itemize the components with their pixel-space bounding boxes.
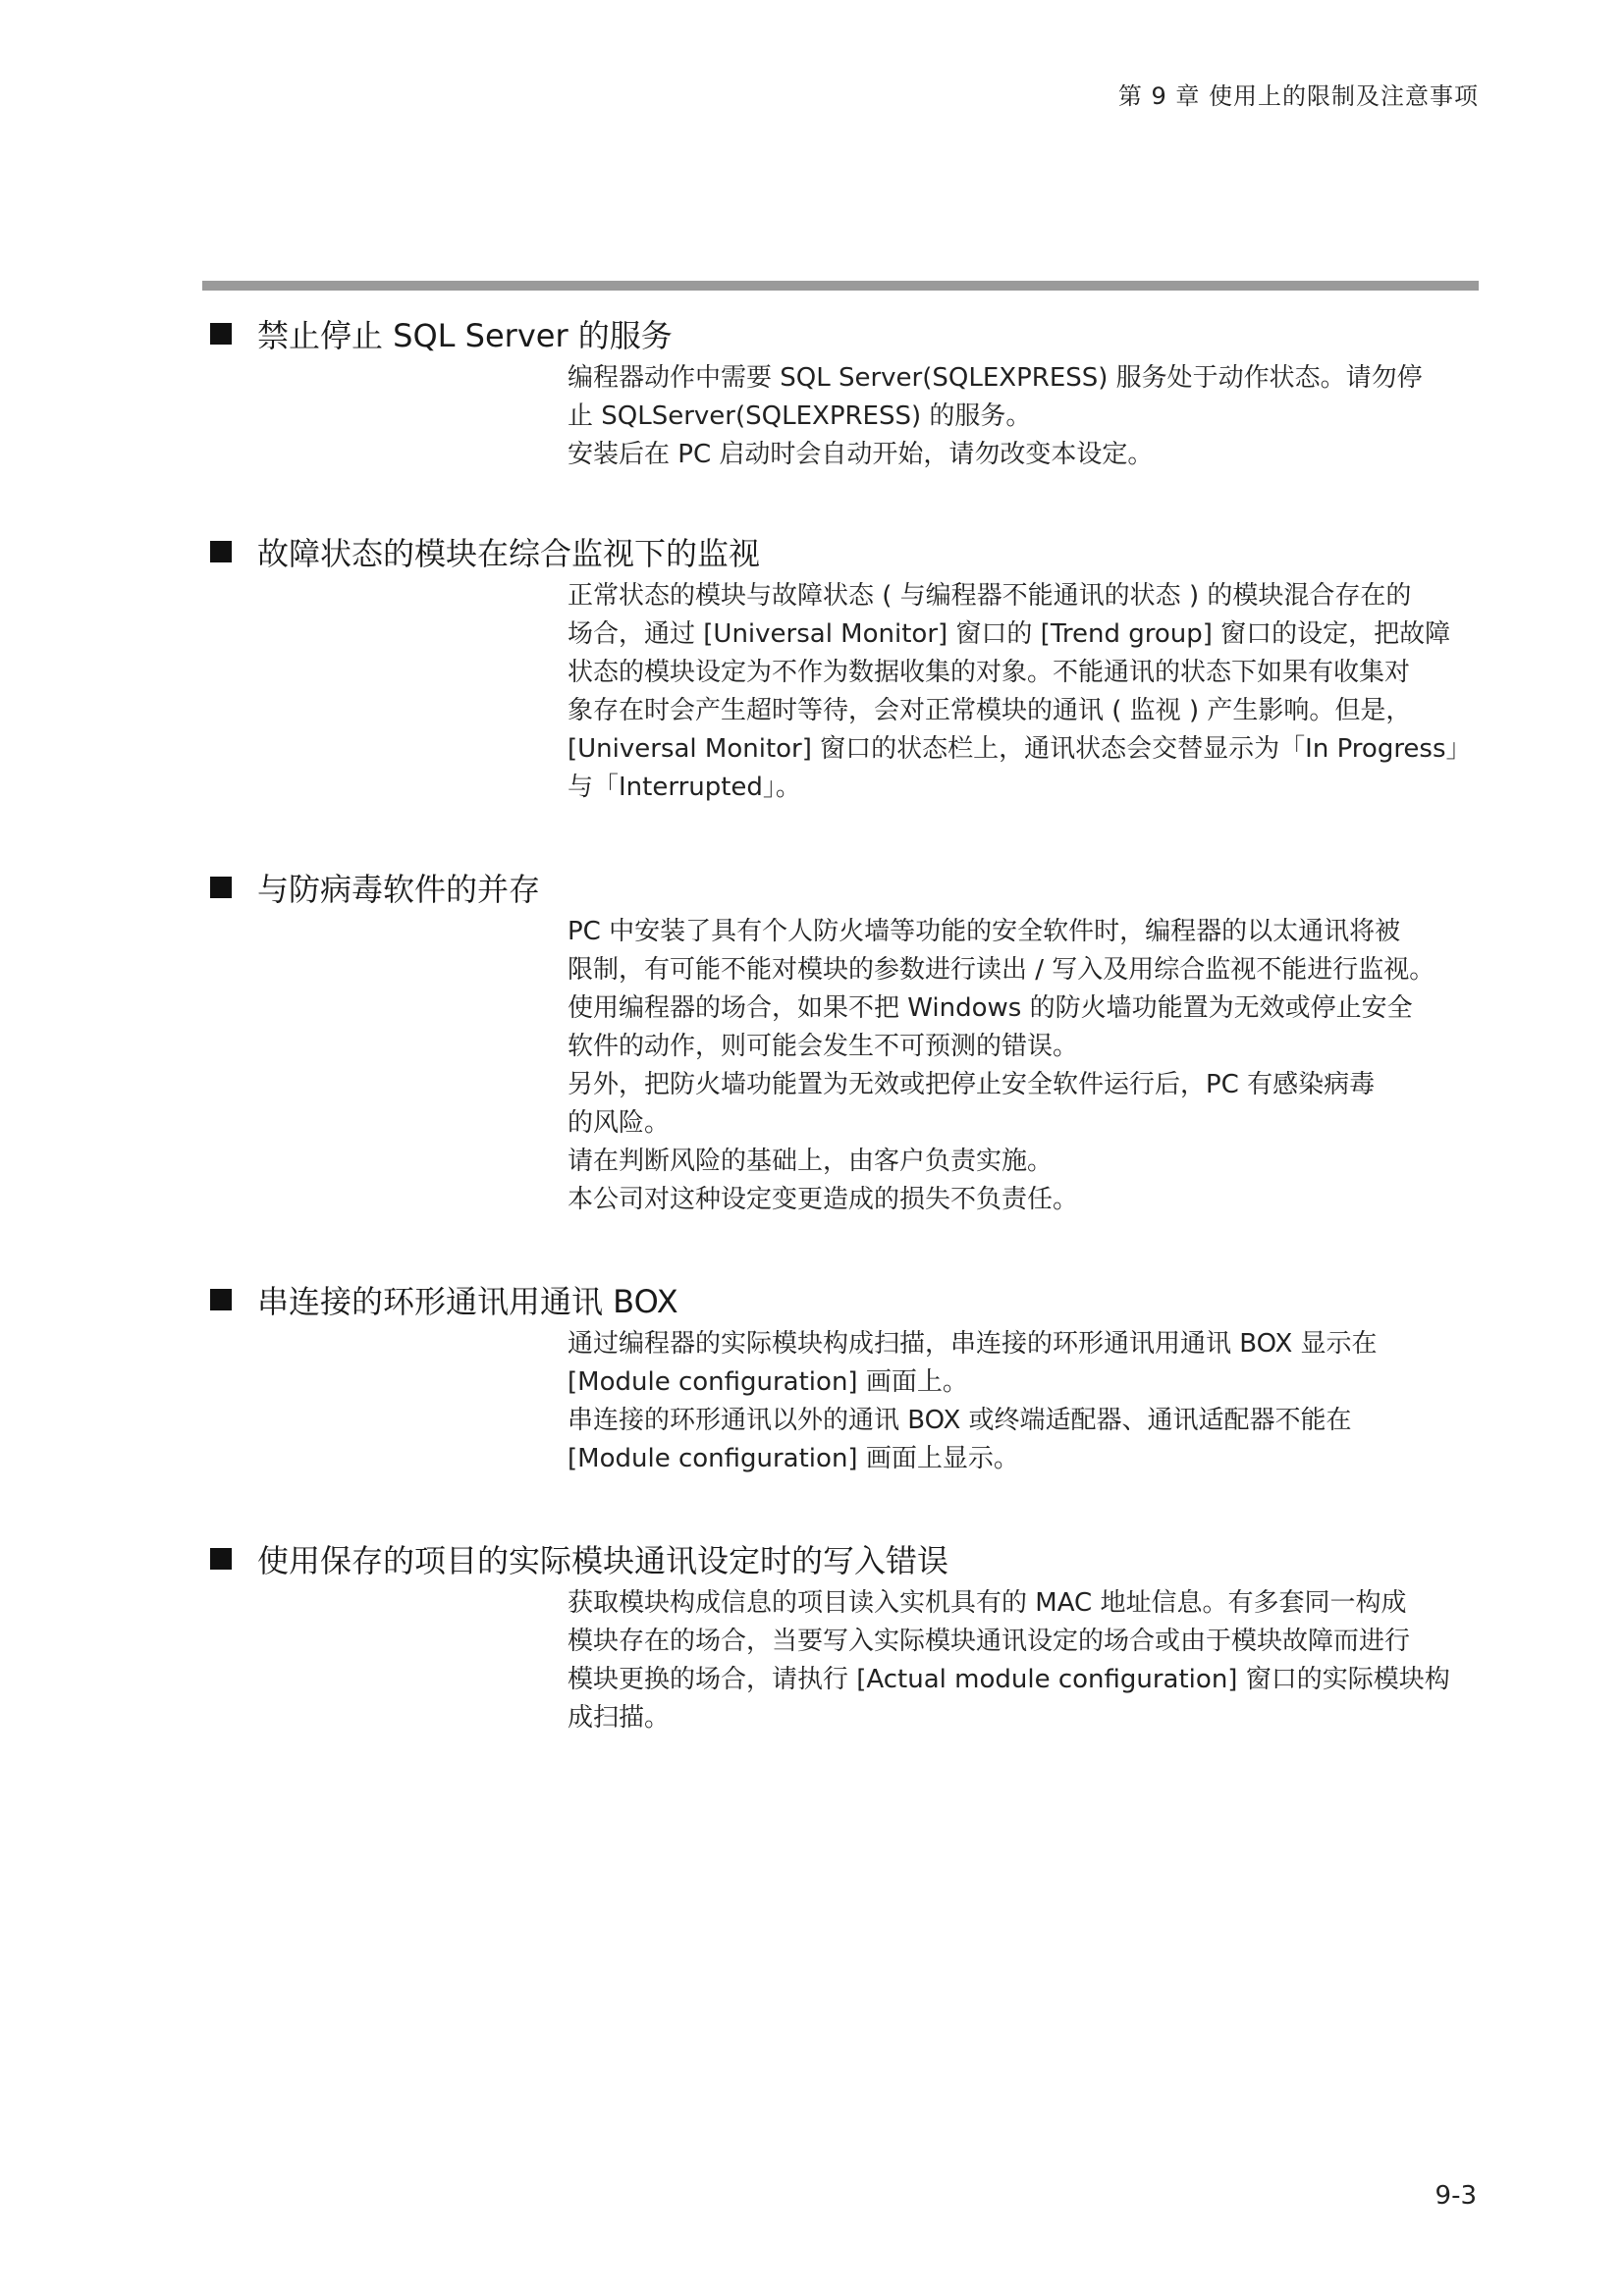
body-line: 串连接的环形通讯以外的通讯 BOX 或终端适配器、通讯适配器不能在 (568, 1406, 1352, 1435)
section-body (568, 577, 1481, 807)
section-title-text: 禁止停止 SQL Server 的服务 (257, 317, 673, 354)
section-title-text: 使用保存的项目的实际模块通讯设定时的写入错误 (257, 1542, 949, 1579)
body-line: 的风险。 (568, 1108, 671, 1138)
section-title-text: 故障状态的模块在综合监视下的监视 (257, 535, 761, 572)
square-bullet-icon (210, 1548, 232, 1570)
body-line: [Module configuration] 画面上显示。 (568, 1444, 1019, 1473)
section-body (568, 1325, 1481, 1478)
section-heading (210, 530, 1479, 573)
section-heading (210, 866, 1479, 909)
section-heading (210, 312, 1479, 355)
body-line: PC 中安装了具有个人防火墙等功能的安全软件时，编程器的以太通讯将被 (568, 917, 1401, 946)
body-line: 场合，通过 [Universal Monitor] 窗口的 [Trend group] 窗口的设定，把故障 (568, 619, 1451, 649)
body-line: [Universal Monitor] 窗口的状态栏上，通讯状态会交替显示为「In Progress」 (568, 734, 1472, 764)
body-line: 通过编程器的实际模块构成扫描，串连接的环形通讯用通讯 BOX 显示在 (568, 1329, 1378, 1359)
body-line: 本公司对这种设定变更造成的损失不负责任。 (568, 1185, 1079, 1214)
section-body (568, 913, 1481, 1219)
section-body (568, 1584, 1481, 1737)
body-line: 编程器动作中需要 SQL Server(SQLEXPRESS) 服务处于动作状态。请勿停 (568, 363, 1423, 393)
page-number: 9-3 (1435, 2181, 1477, 2211)
square-bullet-icon (210, 541, 232, 562)
body-line: 限制，有可能不能对模块的参数进行读出 / 写入及用综合监视不能进行监视。 (568, 955, 1435, 985)
section-divider-rule (202, 281, 1479, 291)
body-line: 获取模块构成信息的项目读入实机具有的 MAC 地址信息。有多套同一构成 (568, 1588, 1407, 1618)
section-sql-server (210, 312, 1479, 474)
section-write-error (210, 1537, 1479, 1737)
body-line: 止 SQLServer(SQLEXPRESS) 的服务。 (568, 401, 1032, 431)
body-line: 安装后在 PC 启动时会自动开始，请勿改变本设定。 (568, 440, 1154, 469)
section-heading (210, 1278, 1479, 1321)
body-line: [Module configuration] 画面上。 (568, 1367, 968, 1397)
section-ring-communication-box (210, 1278, 1479, 1478)
square-bullet-icon (210, 877, 232, 898)
body-line: 象存在时会产生超时等待，会对正常模块的通讯 ( 监视 ) 产生影响。但是， (568, 696, 1412, 725)
square-bullet-icon (210, 323, 232, 345)
section-title-text: 与防病毒软件的并存 (257, 871, 541, 908)
section-antivirus-coexistence (210, 866, 1479, 1219)
body-line: 与「Interrupted」。 (568, 773, 801, 802)
section-body (568, 359, 1481, 474)
body-line: 软件的动作，则可能会发生不可预测的错误。 (568, 1032, 1079, 1061)
section-heading (210, 1537, 1479, 1580)
section-title-text: 串连接的环形通讯用通讯 BOX (257, 1283, 678, 1320)
body-line: 模块更换的场合，请执行 [Actual module configuration] 窗口的实际模块构 (568, 1665, 1450, 1694)
body-line: 正常状态的模块与故障状态 ( 与编程器不能通讯的状态 ) 的模块混合存在的 (568, 581, 1412, 611)
square-bullet-icon (210, 1289, 232, 1310)
body-line: 状态的模块设定为不作为数据收集的对象。不能通讯的状态下如果有收集对 (568, 658, 1411, 687)
body-line: 成扫描。 (568, 1703, 671, 1733)
body-line: 使用编程器的场合，如果不把 Windows 的防火墙功能置为无效或停止安全 (568, 993, 1413, 1023)
body-line: 请在判断风险的基础上，由客户负责实施。 (568, 1147, 1054, 1176)
body-line: 另外，把防火墙功能置为无效或把停止安全软件运行后，PC 有感染病毒 (568, 1070, 1376, 1099)
section-faulty-module-monitoring (210, 530, 1479, 807)
running-header: 第 9 章 使用上的限制及注意事项 (1117, 82, 1479, 110)
body-line: 模块存在的场合，当要写入实际模块通讯设定的场合或由于模块故障而进行 (568, 1627, 1411, 1656)
